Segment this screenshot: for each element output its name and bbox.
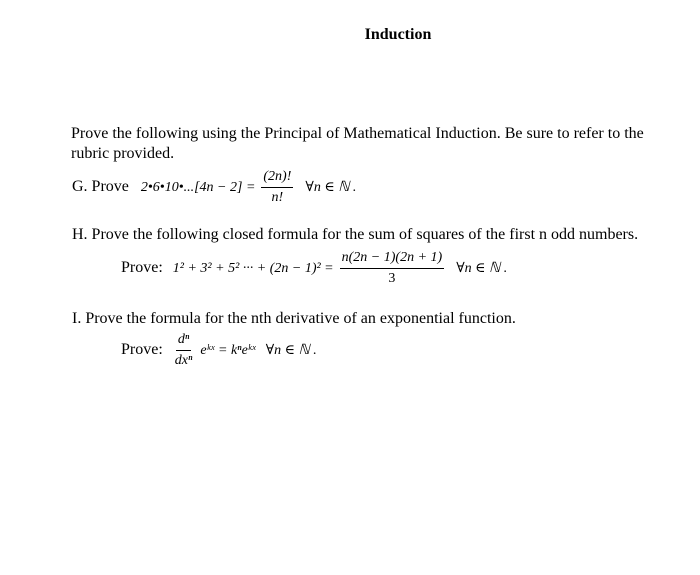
problem-i-denominator: dxⁿ bbox=[174, 353, 193, 368]
problem-h-denominator: 3 bbox=[388, 271, 396, 286]
problem-g-denominator: n! bbox=[271, 190, 284, 205]
problem-h-formula bbox=[121, 249, 507, 288]
problem-h-lhs: 1² + 3² + 5² ··· + (2n − 1)² = bbox=[172, 261, 334, 277]
problem-h-quantifier: ∀n ∈ ℕ . bbox=[456, 261, 508, 277]
instructions-line-1: Prove the following using the Principal of Mathematical Induction. Be sure to refer to the bbox=[71, 125, 644, 142]
problem-i-statement: I. Prove the formula for the nth derivative of an exponential function. bbox=[72, 310, 516, 327]
problem-g-label: G. Prove bbox=[72, 178, 129, 196]
problem-i-prove-label: Prove: bbox=[121, 341, 163, 359]
problem-h-statement: H. Prove the following closed formula for the sum of squares of the first n odd numbers. bbox=[72, 226, 639, 243]
problem-i-formula bbox=[121, 331, 317, 370]
page-title: Induction bbox=[364, 26, 432, 43]
problem-g-fraction bbox=[261, 168, 293, 207]
problem-h-prove-label: Prove: bbox=[121, 259, 163, 277]
problem-i-rhs: eᵏˣ = kⁿeᵏˣ bbox=[200, 343, 256, 359]
problem-i-fraction bbox=[173, 331, 195, 370]
problem-h-fraction bbox=[340, 249, 445, 288]
problem-g-quantifier: ∀n ∈ ℕ . bbox=[305, 180, 357, 196]
instructions-line-2: rubric provided. bbox=[71, 145, 175, 162]
problem-h-numerator: n(2n − 1)(2n + 1) bbox=[340, 249, 445, 269]
problem-i-quantifier: ∀n ∈ ℕ . bbox=[265, 343, 317, 359]
problem-g bbox=[72, 168, 356, 207]
instructions bbox=[71, 124, 644, 164]
problem-g-numerator: (2n)! bbox=[261, 168, 293, 188]
problem-g-lhs: 2•6•10•...[4n − 2] = bbox=[140, 180, 256, 196]
problem-i-numerator: dⁿ bbox=[176, 331, 191, 351]
